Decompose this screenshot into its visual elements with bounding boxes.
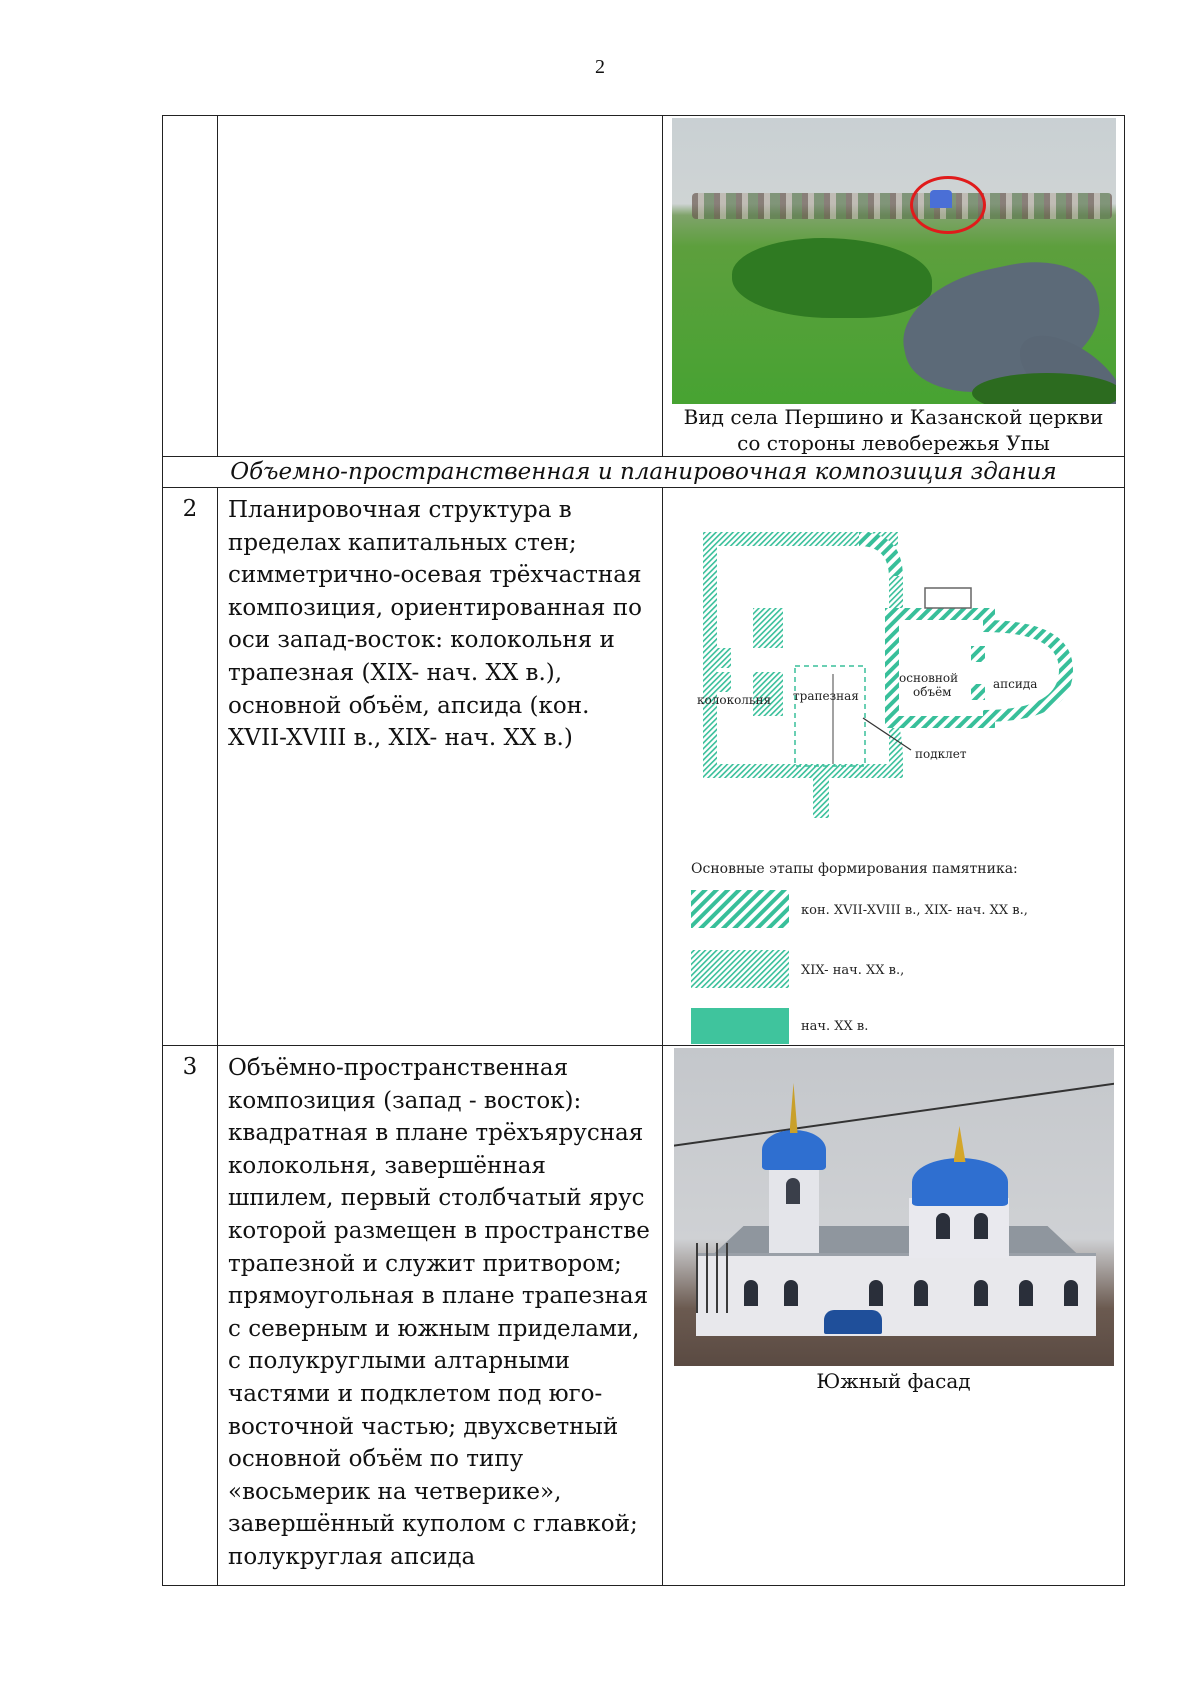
apse-wall	[983, 620, 1073, 722]
row-description: Планировочная структура в пределах капитальных стен; симметрично-осевая трёхчастная композиция, ориентированная по оси запад-восток: колокольня и трапезная (XIX- нач. XX в.), основной объём, апсида (кон. XVII-XVIII в., XIX- нач. XX в.)	[218, 488, 663, 1046]
label-basement: подклет	[915, 747, 967, 761]
belfry-opening	[786, 1178, 800, 1204]
caption-line: Вид села Першино и Казанской церкви	[683, 405, 1104, 429]
village-landscape-photo	[672, 118, 1116, 404]
basement-outline	[795, 666, 865, 766]
bell-tower-spire	[790, 1083, 798, 1133]
village-houses	[692, 193, 1112, 219]
red-circle-marker	[910, 176, 986, 234]
floor-plan-figure	[663, 488, 1125, 1044]
page-number: 2	[595, 56, 605, 78]
window	[1019, 1280, 1033, 1306]
caption-line: со стороны левобережья Упы	[737, 431, 1050, 455]
image-cell	[663, 1046, 1125, 1586]
photo-caption: Южный фасад	[816, 1369, 971, 1393]
row-number: 2	[163, 488, 218, 1046]
photo-caption	[663, 404, 1124, 456]
image-cell	[663, 488, 1125, 1046]
window	[914, 1280, 928, 1306]
legend-title: Основные этапы формирования памятника:	[691, 861, 1018, 877]
power-line	[674, 1080, 1114, 1147]
label-bell-tower: колокольня	[697, 693, 772, 707]
row-number: 3	[163, 1046, 218, 1586]
legend-label-3: нач. XX в.	[801, 1019, 869, 1034]
row-number-cell	[163, 116, 218, 457]
main-volume-drum	[909, 1198, 1009, 1258]
floor-plan-svg	[663, 488, 1125, 1044]
section-header-row	[163, 457, 1125, 488]
label-refectory: трапезная	[793, 689, 859, 703]
west-block-walls	[703, 532, 903, 778]
label-main-volume-2: объём	[913, 685, 952, 699]
window	[974, 1280, 988, 1306]
south-facade-photo	[674, 1048, 1114, 1366]
entrance-stairs	[813, 778, 829, 818]
church-roof	[696, 1226, 1096, 1256]
apse-pier	[971, 684, 985, 700]
image-cell	[663, 116, 1125, 457]
legend-swatch-3	[691, 1008, 789, 1044]
bell-tower-dome	[762, 1130, 826, 1170]
apse-pier	[971, 646, 985, 662]
window	[1064, 1280, 1078, 1306]
legend-label-2: XIX- нач. XX в.,	[801, 963, 905, 978]
label-apse: апсида	[993, 677, 1038, 691]
legend-label-1: кон. XVII-XVIII в., XIX- нач. XX в.,	[801, 903, 1028, 918]
main-cupola	[954, 1126, 966, 1162]
label-main-volume-1: основной	[899, 671, 959, 685]
table-row	[163, 116, 1125, 457]
main-dome	[912, 1158, 1008, 1206]
blue-tarp	[824, 1310, 882, 1334]
upper-window	[936, 1213, 950, 1239]
window	[869, 1280, 883, 1306]
description-cell	[218, 116, 663, 457]
scaffolding	[696, 1243, 736, 1313]
legend-swatch-2	[691, 950, 789, 988]
table-row	[163, 488, 1125, 1046]
document-table	[162, 115, 1125, 1586]
window	[744, 1280, 758, 1306]
tree-cluster	[732, 238, 932, 318]
window	[784, 1280, 798, 1306]
legend-swatch-1	[691, 890, 789, 928]
upper-window	[974, 1213, 988, 1239]
section-title: Объемно-пространственная и планировочная композиция здания	[163, 457, 1125, 488]
table-row	[163, 1046, 1125, 1586]
row-description: Объёмно-пространственная композиция (запад - восток): квадратная в плане трёхъярусная колокольня, завершённая шпилем, первый столбчатый ярус которой размещен в пространстве трапезной и служит притвором; прямоугольная в плане трапезная с северным и южным приделами, с полукруглыми алтарными частями и подклетом под юго-восточной частью; двухсветный основной объём по типу «восьмерик на четверике», завершённый куполом с главкой; полукруглая апсида	[218, 1046, 663, 1586]
